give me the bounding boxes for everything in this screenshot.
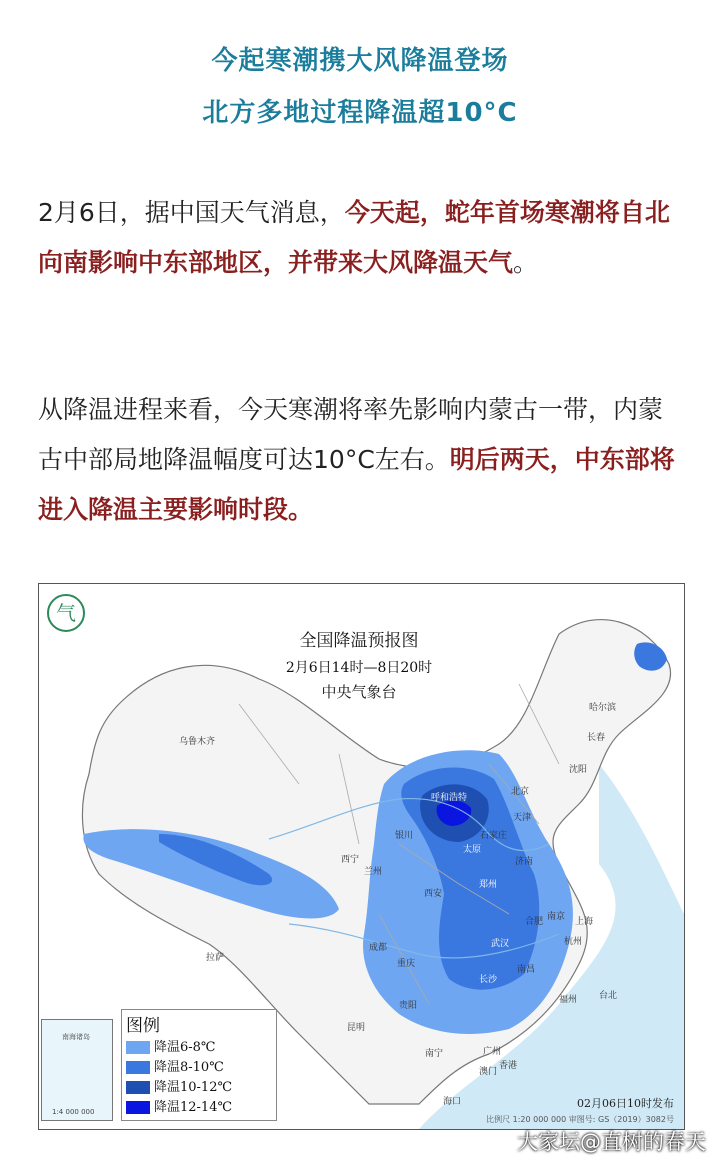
cma-logo: 气 [47, 594, 85, 632]
legend-item [126, 1076, 232, 1094]
map-period: 2月6日14时—8日20时 [285, 660, 433, 676]
map-title-block [259, 626, 459, 702]
city-label: 澳门 [479, 1067, 498, 1077]
city-label: 石家庄 [480, 831, 508, 841]
city-label: 长沙 [479, 975, 498, 985]
paragraph-2 [38, 385, 682, 535]
city-label: 香港 [499, 1061, 518, 1071]
map-legend [121, 1009, 277, 1121]
city-label: 郑州 [479, 880, 498, 890]
paragraph-1-end: 。 [513, 248, 539, 277]
legend-label: 降温8-10℃ [154, 1060, 224, 1075]
paragraph-1-highlight: 今天起，蛇年首场寒潮将自北向南影响中东部地区，并带来大风降温天气 [38, 198, 670, 277]
city-label: 合肥 [525, 917, 544, 927]
city-label: 太原 [463, 845, 482, 855]
headline-line-2: 北方多地过程降温超10°C [202, 98, 518, 128]
city-label: 重庆 [397, 959, 416, 969]
legend-item [126, 1036, 215, 1054]
headline-line-1: 今起寒潮携大风降温登场 [211, 46, 509, 76]
city-label: 成都 [369, 943, 388, 953]
city-label: 拉萨 [206, 953, 225, 963]
legend-item [126, 1096, 232, 1114]
legend-swatch [126, 1081, 150, 1094]
city-label: 沈阳 [569, 765, 588, 775]
city-label: 哈尔滨 [589, 703, 617, 713]
city-label: 北京 [511, 787, 530, 797]
legend-label: 降温10-12℃ [154, 1080, 233, 1095]
city-label: 南京 [547, 912, 566, 922]
city-label: 杭州 [564, 937, 583, 947]
legend-swatch [126, 1061, 150, 1074]
city-label: 海口 [443, 1097, 462, 1107]
paragraph-2-plain: 从降温进程来看，今天寒潮将率先影响内蒙古一带，内蒙古中部局地降温幅度可达10°C左右。 [38, 395, 664, 474]
city-label: 兰州 [364, 867, 383, 877]
map-scale-note: 比例尺 1:20 000 000 审图号: GS（2019）3082号 [486, 1115, 674, 1124]
city-label: 乌鲁木齐 [179, 737, 216, 747]
legend-swatch [126, 1041, 150, 1054]
city-label: 贵阳 [399, 1001, 418, 1011]
paragraph-1 [38, 188, 682, 288]
paragraph-2-highlight: 明后两天，中东部将进入降温主要影响时段。 [38, 445, 675, 524]
legend-label: 降温6-8℃ [154, 1040, 216, 1055]
city-label: 上海 [575, 917, 594, 927]
publish-time: 02月06日10时发布 [577, 1097, 674, 1110]
legend-title: 图例 [126, 1016, 160, 1036]
inset-scale: 1:4 000 000 [52, 1108, 95, 1116]
cooling-forecast-map [38, 583, 685, 1130]
watermark: 大家坛@直树的春天 [517, 1130, 706, 1154]
city-label: 天津 [513, 813, 532, 823]
inset-label: 南海诸岛 [62, 1033, 90, 1041]
map-issuer: 中央气象台 [321, 683, 397, 701]
legend-item [126, 1056, 224, 1074]
legend-swatch [126, 1101, 150, 1114]
city-label: 西安 [424, 889, 443, 899]
city-label: 台北 [599, 991, 618, 1001]
south-china-sea-inset [41, 1019, 113, 1121]
city-label: 济南 [515, 857, 534, 867]
city-label: 长春 [587, 733, 606, 743]
city-label: 福州 [559, 995, 578, 1005]
city-label: 银川 [395, 831, 414, 841]
legend-label: 降温12-14℃ [154, 1100, 233, 1115]
city-label: 南宁 [425, 1049, 444, 1059]
city-label: 南昌 [517, 965, 536, 975]
map-title: 全国降温预报图 [299, 631, 419, 651]
city-label: 广州 [483, 1047, 502, 1057]
city-label: 西宁 [341, 855, 360, 865]
city-label: 呼和浩特 [431, 793, 468, 803]
city-label: 武汉 [491, 939, 510, 949]
city-label: 昆明 [347, 1023, 366, 1033]
paragraph-1-plain: 2月6日，据中国天气消息， [38, 198, 345, 227]
